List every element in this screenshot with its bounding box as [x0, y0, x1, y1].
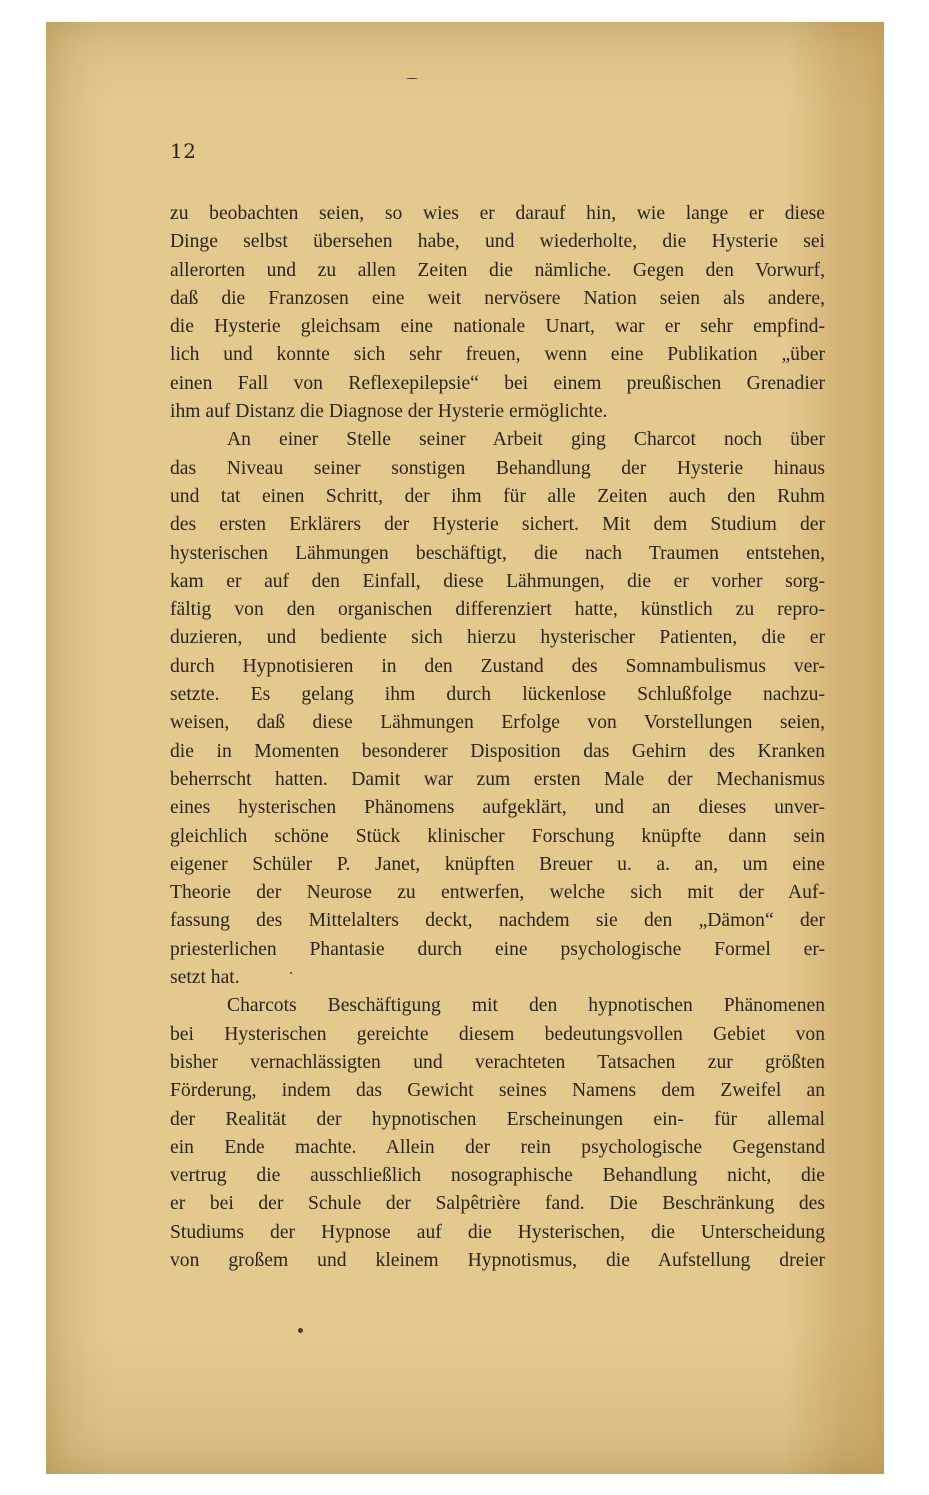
text-line: Studiums der Hypnose auf die Hysterischen, die Unterscheidung [170, 1221, 825, 1243]
text-line: das Niveau seiner sonstigen Behandlung der Hysterie hinaus [170, 457, 825, 479]
text-line: allerorten und zu allen Zeiten die nämliche. Gegen den Vorwurf, [170, 259, 825, 281]
text-line: Theorie der Neurose zu entwerfen, welche sich mit der Auf- [170, 882, 825, 904]
text-line: lich und konnte sich sehr freuen, wenn eine Publikation „über [170, 344, 825, 366]
text-line: bei Hysterischen gereichte diesem bedeutungsvollen Gebiet von [170, 1023, 825, 1045]
text-line: weisen, daß diese Lähmungen Erfolge von Vorstellungen seien, [170, 712, 825, 734]
paragraph-3 [170, 992, 825, 1275]
text-line: setzte. Es gelang ihm durch lückenlose Schlußfolge nachzu- [170, 684, 825, 706]
text-line: Charcots Beschäftigung mit den hypnotischen Phänomenen [227, 995, 825, 1017]
text-line: Förderung, indem das Gewicht seines Namens dem Zweifel an [170, 1080, 825, 1102]
paper-speck [298, 1328, 303, 1333]
paper-speck [406, 78, 418, 79]
text-line: einen Fall von Reflexepilepsie“ bei einem preußischen Grenadier [170, 372, 825, 394]
text-line: setzt hat. [170, 967, 240, 989]
text-line: die Hysterie gleichsam eine nationale Unart, war er sehr empfind- [170, 316, 825, 338]
text-line: ein Ende machte. Allein der rein psychologische Gegenstand [170, 1136, 825, 1158]
text-line: durch Hypnotisieren in den Zustand des Somnambulismus ver- [170, 655, 825, 677]
text-line: fältig von den organischen differenziert hatte, künstlich zu repro- [170, 599, 825, 621]
text-line: Dinge selbst übersehen habe, und wiederholte, die Hysterie sei [170, 231, 825, 253]
text-line: und tat einen Schritt, der ihm für alle Zeiten auch den Ruhm [170, 485, 825, 507]
paragraph-1 [170, 200, 825, 426]
text-line: ihm auf Distanz die Diagnose der Hysterie ermöglichte. [170, 401, 608, 423]
text-line: duzieren, und bediente sich hierzu hysterischer Patienten, die er [170, 627, 825, 649]
text-line: zu beobachten seien, so wies er darauf hin, wie lange er diese [170, 203, 825, 224]
text-line: priesterlichen Phantasie durch eine psychologische Formel er- [170, 938, 825, 960]
page-number: 12 [170, 139, 197, 163]
text-line: des ersten Erklärers der Hysterie sichert. Mit dem Studium der [170, 514, 825, 536]
text-line: kam er auf den Einfall, diese Lähmungen, die er vorher sorg- [170, 570, 825, 592]
text-line: gleichlich schöne Stück klinischer Forschung knüpfte dann sein [170, 825, 825, 847]
text-line: daß die Franzosen eine weit nervösere Nation seien als andere, [170, 287, 825, 309]
text-line: vertrug die ausschließlich nosographische Behandlung nicht, die [170, 1165, 825, 1187]
paper-speck [290, 972, 292, 974]
text-line: hysterischen Lähmungen beschäftigt, die nach Traumen entstehen, [170, 542, 825, 564]
text-line: er bei der Schule der Salpêtrière fand. Die Beschränkung des [170, 1193, 825, 1215]
text-line: eigener Schüler P. Janet, knüpften Breuer u. a. an, um eine [170, 853, 825, 875]
text-line: An einer Stelle seiner Arbeit ging Charcot noch über [227, 429, 825, 451]
paragraph-2 [170, 426, 825, 992]
text-line: eines hysterischen Phänomens aufgeklärt, und an dieses unver- [170, 797, 825, 819]
text-line: der Realität der hypnotischen Erscheinungen ein- für allemal [170, 1108, 825, 1130]
text-line: von großem und kleinem Hypnotismus, die Aufstellung dreier [170, 1249, 825, 1271]
text-line: fassung des Mittelalters deckt, nachdem sie den „Dämon“ der [170, 910, 825, 932]
text-line: beherrscht hatten. Damit war zum ersten Male der Mechanismus [170, 768, 825, 790]
body-text [170, 200, 825, 1275]
text-line: bisher vernachlässigten und verachteten Tatsachen zur größten [170, 1051, 825, 1073]
book-page [46, 22, 884, 1474]
text-line: die in Momenten besonderer Disposition das Gehirn des Kranken [170, 740, 825, 762]
